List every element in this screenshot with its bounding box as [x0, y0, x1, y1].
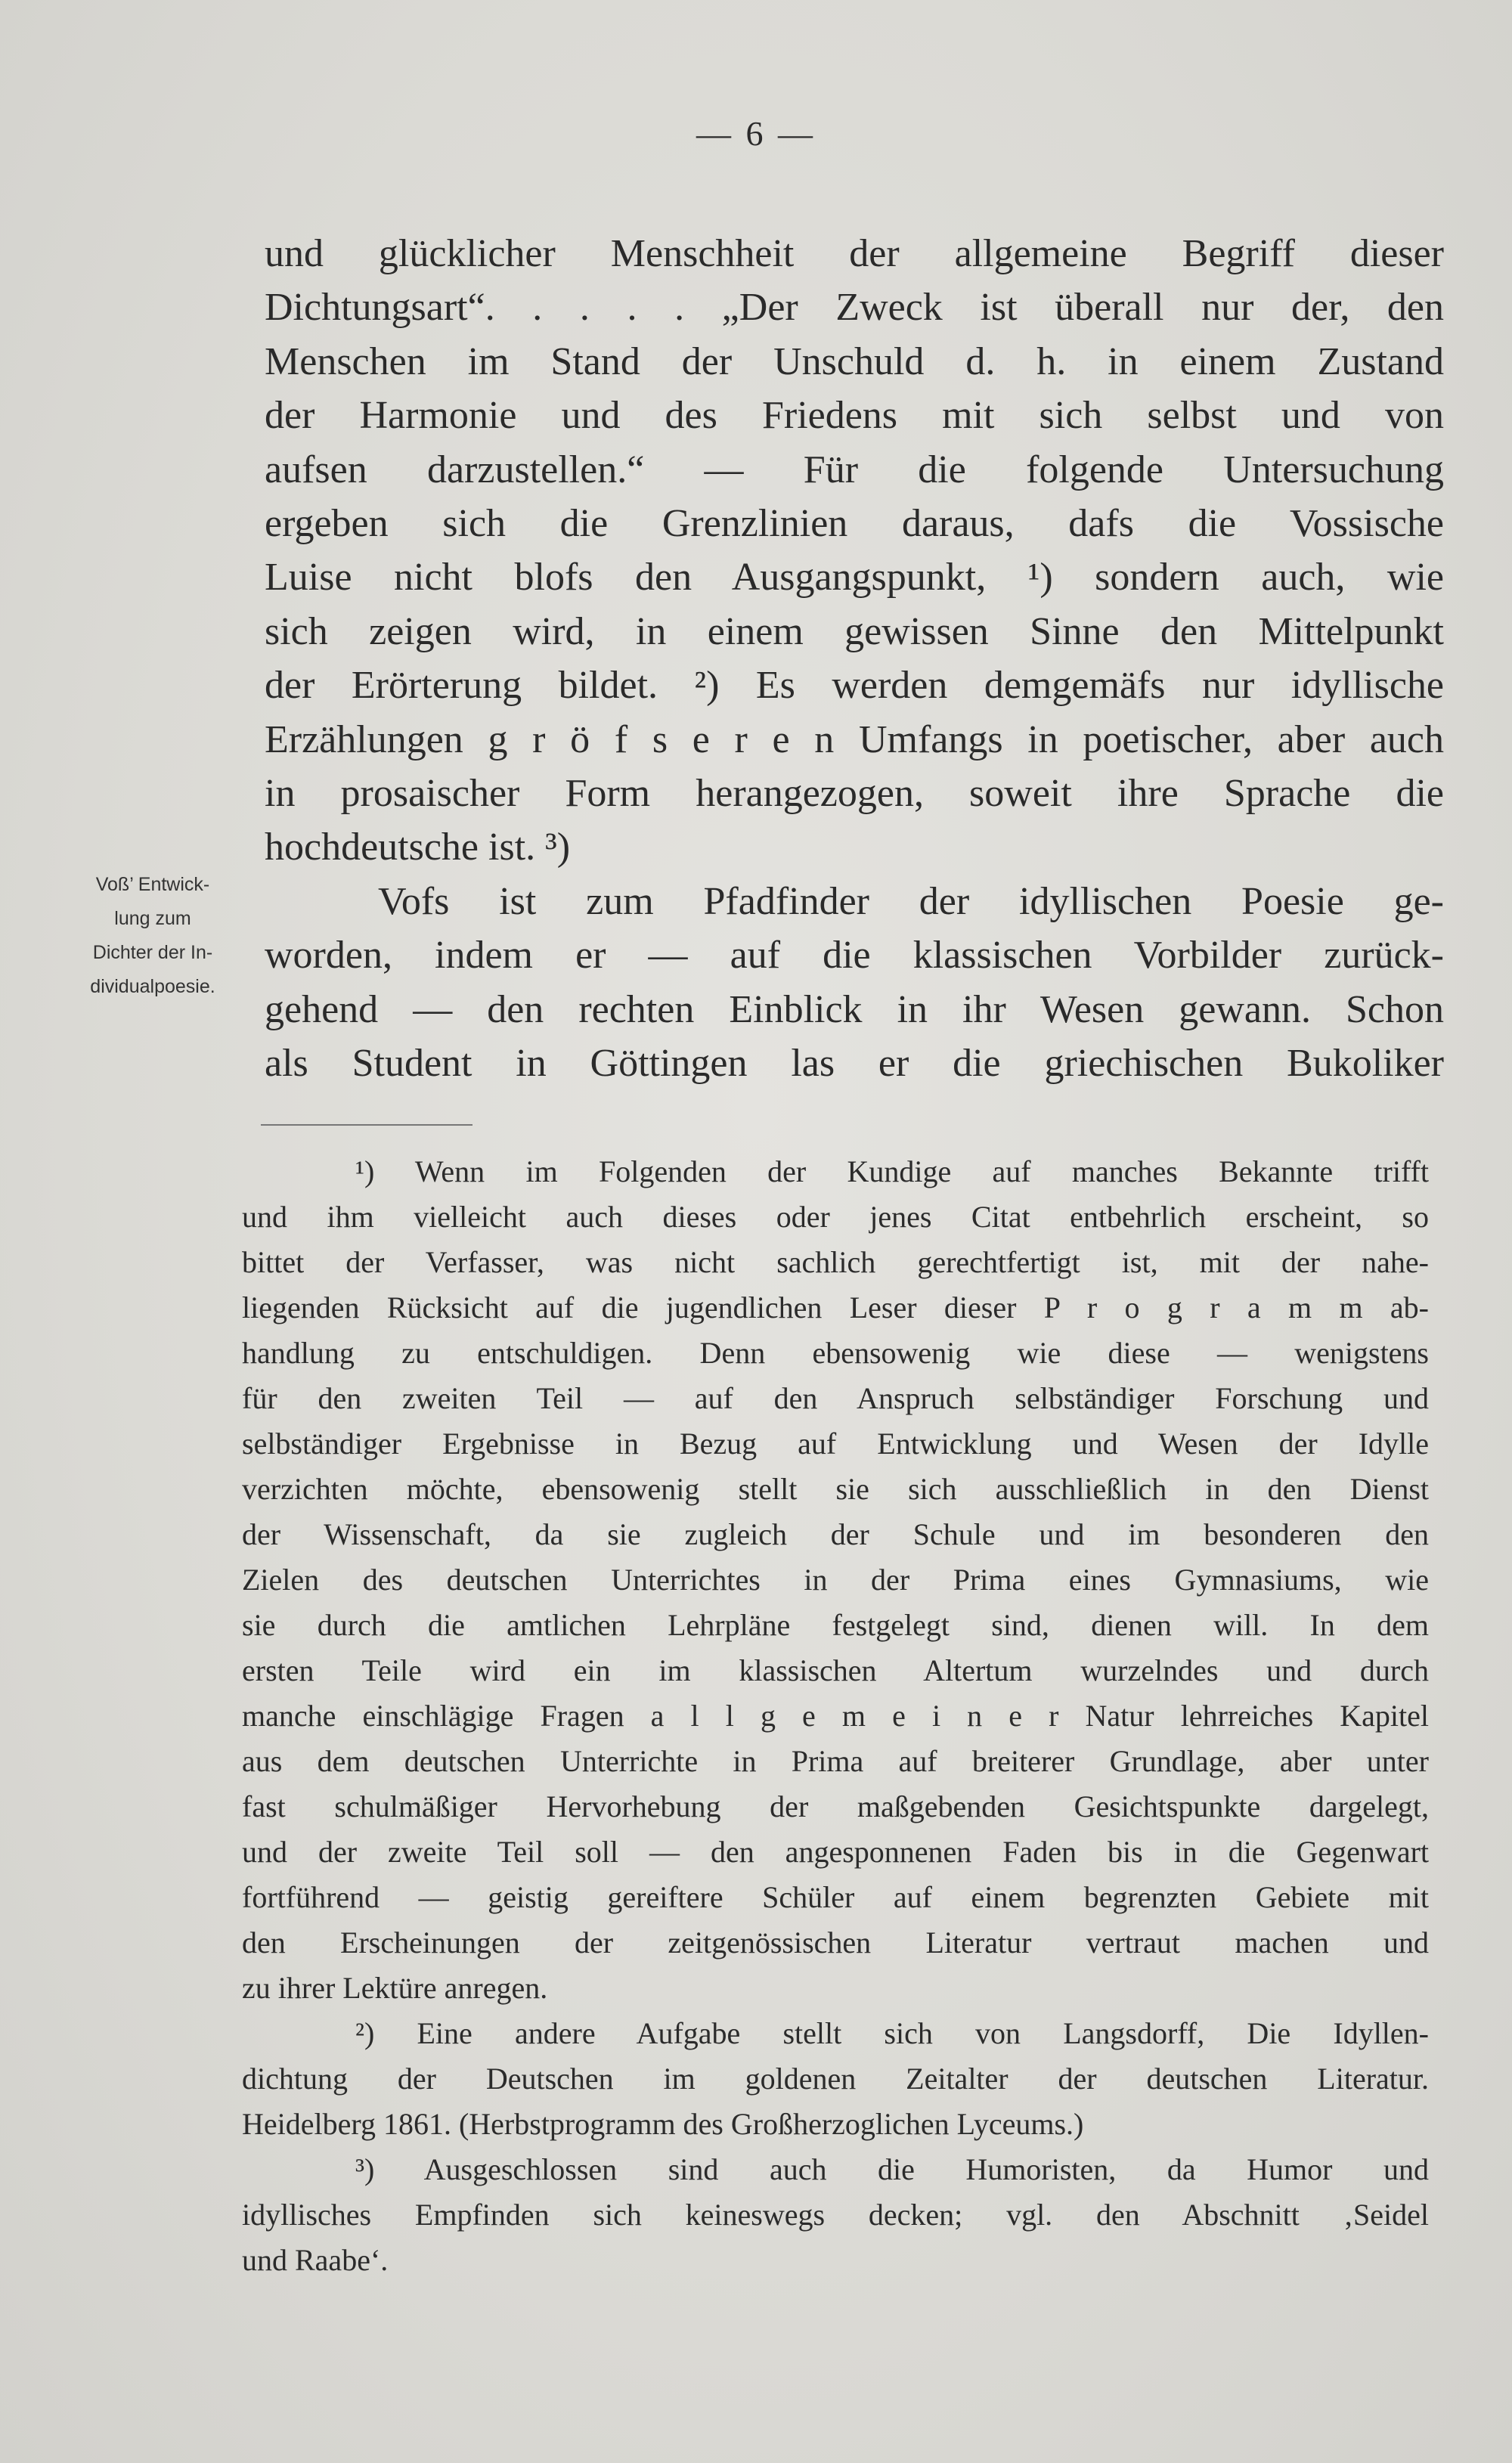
text-line: sich zeigen wird, in einem gewissen Sinne den Mittelpunkt [265, 609, 1444, 653]
text-line: der Harmonie und des Friedens mit sich selbst und von [265, 394, 1444, 438]
footnote-line: dichtung der Deutschen im goldenen Zeitalter der deutschen Literatur. [242, 2062, 1429, 2096]
footnote-line: ²) Eine andere Aufgabe stellt sich von Langsdorff, Die Idyllen- [355, 2016, 1429, 2050]
page-number: — 6 — [696, 114, 816, 153]
footnote-line: den Erscheinungen der zeitgenössischen Literatur vertraut machen und [242, 1925, 1429, 1960]
text-line: hochdeutsche ist. ³) [265, 826, 571, 869]
footnote-line: idyllisches Empfinden sich keineswegs decken; vgl. den Abschnitt ‚Seidel [242, 2198, 1429, 2232]
footnote-line: fortführend — geistig gereiftere Schüler auf einem begrenzten Gebiete mit [242, 1880, 1429, 1914]
marginal-note [47, 868, 259, 1004]
text-line: gehend — den rechten Einblick in ihr Wesen gewann. Schon [265, 987, 1444, 1031]
text-line: Vofs ist zum Pfadfinder der idyllischen Poesie ge- [378, 879, 1444, 923]
text-line: ergeben sich die Grenzlinien daraus, dafs die Vossische [265, 502, 1444, 546]
footnote-line: aus dem deutschen Unterrichte in Prima auf breiterer Grundlage, aber unter [242, 1744, 1429, 1778]
main-text [265, 227, 1444, 1091]
footnote-line: handlung zu entschuldigen. Denn ebensowenig wie diese — wenigstens [242, 1336, 1429, 1370]
text-line: und glücklicher Menschheit der allgemeine Begriff dieser [265, 232, 1444, 275]
footnote-line: bittet der Verfasser, was nicht sachlich gerechtfertigt ist, mit der nahe- [242, 1245, 1429, 1279]
text-line: Menschen im Stand der Unschuld d. h. in einem Zustand [265, 339, 1444, 383]
footnote-line: zu ihrer Lektüre anregen. [242, 1971, 548, 2005]
footnote-separator [261, 1124, 472, 1126]
marginal-note-line: dividualpoesie. [90, 976, 215, 997]
text-line: in prosaischer Form herangezogen, soweit ihre Sprache die [265, 772, 1444, 816]
text-line: Erzählungen g r ö f s e r e n Umfangs in poetischer, aber auch [265, 717, 1444, 761]
footnote-line: Heidelberg 1861. (Herbstprogramm des Großherzoglichen Lyceums.) [242, 2107, 1084, 2141]
text-line: aufsen darzustellen.“ — Für die folgende Untersuchung [265, 448, 1444, 491]
marginal-note-line: Dichter der In- [92, 942, 213, 963]
footnote-line: liegenden Rücksicht auf die jugendlichen Leser dieser P r o g r a m m ab- [242, 1290, 1429, 1324]
marginal-note-line: Voß’ Entwick- [95, 874, 210, 895]
marginal-note-line: lung zum [114, 908, 191, 929]
text-line: Dichtungsart“. . . . . „Der Zweck ist überall nur der, den [265, 286, 1444, 330]
text-line: als Student in Göttingen las er die griechischen Bukoliker [265, 1042, 1444, 1086]
footnote-line: der Wissenschaft, da sie zugleich der Schule und im besonderen den [242, 1517, 1429, 1551]
text-line: Luise nicht blofs den Ausgangspunkt, ¹) sondern auch, wie [265, 556, 1444, 599]
footnote-line: verzichten möchte, ebensowenig stellt sie sich ausschließlich in den Dienst [242, 1472, 1429, 1506]
footnote-line: und Raabe‘. [242, 2243, 389, 2277]
footnote-line: ¹) Wenn im Folgenden der Kundige auf manches Bekannte trifft [355, 1154, 1429, 1188]
footnote-line: ersten Teile wird ein im klassischen Altertum wurzelndes und durch [242, 1653, 1429, 1687]
footnote-line: und der zweite Teil soll — den angesponnenen Faden bis in die Gegenwart [242, 1835, 1429, 1869]
text-line: worden, indem er — auf die klassischen Vorbilder zurück- [265, 934, 1444, 977]
footnote-line: selbständiger Ergebnisse in Bezug auf Entwicklung und Wesen der Idylle [242, 1427, 1429, 1461]
footnote-line: ³) Ausgeschlossen sind auch die Humoristen, da Humor und [355, 2152, 1429, 2186]
footnote-line: für den zweiten Teil — auf den Anspruch selbständiger Forschung und [242, 1381, 1429, 1415]
footnote-line: Zielen des deutschen Unterrichtes in der Prima eines Gymnasiums, wie [242, 1563, 1429, 1597]
footnotes [242, 1149, 1429, 2283]
footnote-line: fast schulmäßiger Hervorhebung der maßgebenden Gesichtspunkte dargelegt, [242, 1789, 1429, 1823]
text-line: der Erörterung bildet. ²) Es werden demgemäfs nur idyllische [265, 664, 1444, 708]
footnote-line: manche einschlägige Fragen a l l g e m e i n e r Natur lehrreiches Kapitel [242, 1699, 1429, 1733]
footnote-line: sie durch die amtlichen Lehrpläne festgelegt sind, dienen will. In dem [242, 1608, 1429, 1642]
footnote-line: und ihm vielleicht auch dieses oder jenes Citat entbehrlich erscheint, so [242, 1200, 1429, 1234]
